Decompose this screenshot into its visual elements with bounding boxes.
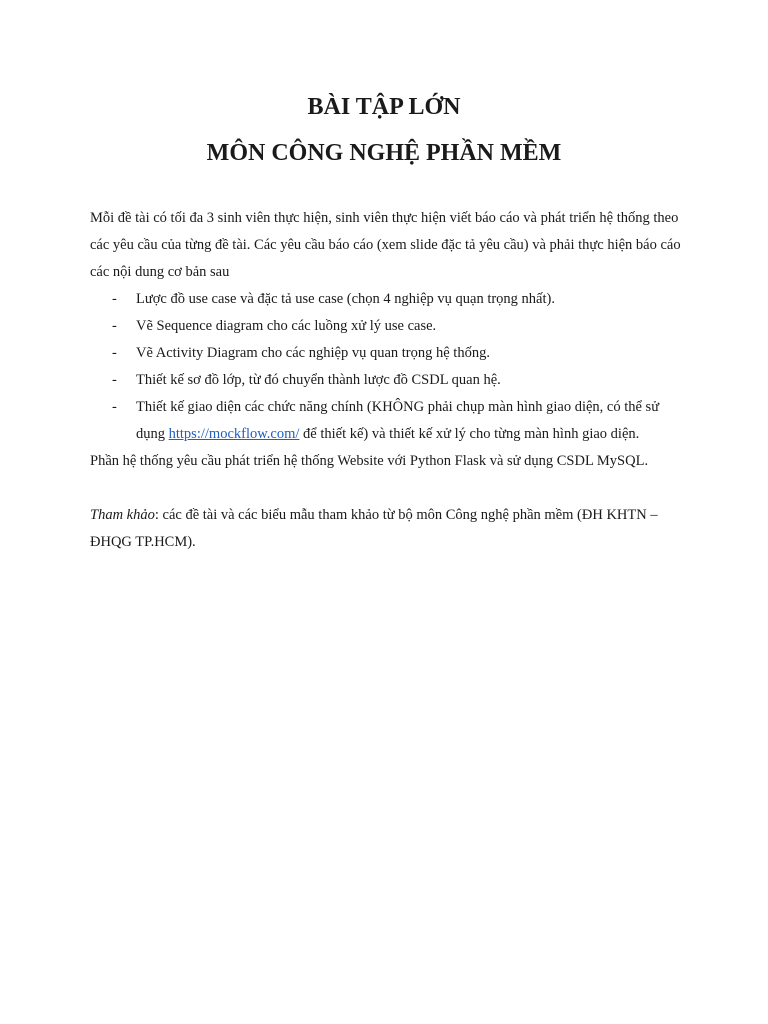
list-item <box>90 394 690 448</box>
list-item-text-after-link: để thiết kế) và thiết kế xử lý cho từng màn hình giao diện. <box>299 426 640 442</box>
mockflow-link[interactable]: https://mockflow.com/ <box>168 426 300 442</box>
list-item <box>90 367 690 394</box>
title-line-1: BÀI TẬP LỚN <box>307 94 461 120</box>
list-item-text: Vẽ Activity Diagram cho các nghiệp vụ quan trọng hệ thống. <box>136 345 490 361</box>
paragraph-spacer <box>90 475 690 502</box>
list-item-text-before-link: Thiết kế giao diện các chức năng chính (KHÔNG phải chụp màn hình giao diện, có thể sử dụng <box>136 399 660 442</box>
system-requirement-paragraph: Phần hệ thống yêu cầu phát triển hệ thống Website với Python Flask và sử dụng CSDL MySQL. <box>90 453 649 469</box>
list-item-text: Lược đồ use case và đặc tả use case (chọn 4 nghiệp vụ quạn trọng nhất). <box>136 291 555 307</box>
reference-paragraph <box>90 502 690 556</box>
bullet-dash: - <box>112 372 117 388</box>
document-body <box>90 205 690 556</box>
list-item <box>90 313 690 340</box>
list-item <box>90 340 690 367</box>
list-item-text: Vẽ Sequence diagram cho các luồng xử lý use case. <box>136 318 437 334</box>
list-item-text: Thiết kế sơ đồ lớp, từ đó chuyển thành lược đồ CSDL quan hệ. <box>136 372 501 388</box>
reference-text: : các đề tài và các biểu mẫu tham khảo từ bộ môn Công nghệ phần mềm (ĐH KHTN – ĐHQG TP.HCM). <box>90 507 658 550</box>
requirements-list <box>90 286 690 448</box>
bullet-dash: - <box>112 345 117 361</box>
reference-label: Tham khảo <box>90 507 155 523</box>
bullet-dash: - <box>112 318 117 334</box>
intro-paragraph: Mỗi đề tài có tối đa 3 sinh viên thực hiện, sinh viên thực hiện viết báo cáo và phát triển hệ thống theo các yêu cầu của từng đề tài. Các yêu cầu báo cáo (xem slide đặc tả yêu cầu) và phải thực hiện báo cáo các nội dung cơ bản sau <box>90 210 681 280</box>
title-line-2: MÔN CÔNG NGHỆ PHẦN MỀM <box>206 140 562 166</box>
list-item <box>90 286 690 313</box>
bullet-dash: - <box>112 291 117 307</box>
bullet-dash: - <box>112 399 117 415</box>
title-block <box>0 92 768 168</box>
